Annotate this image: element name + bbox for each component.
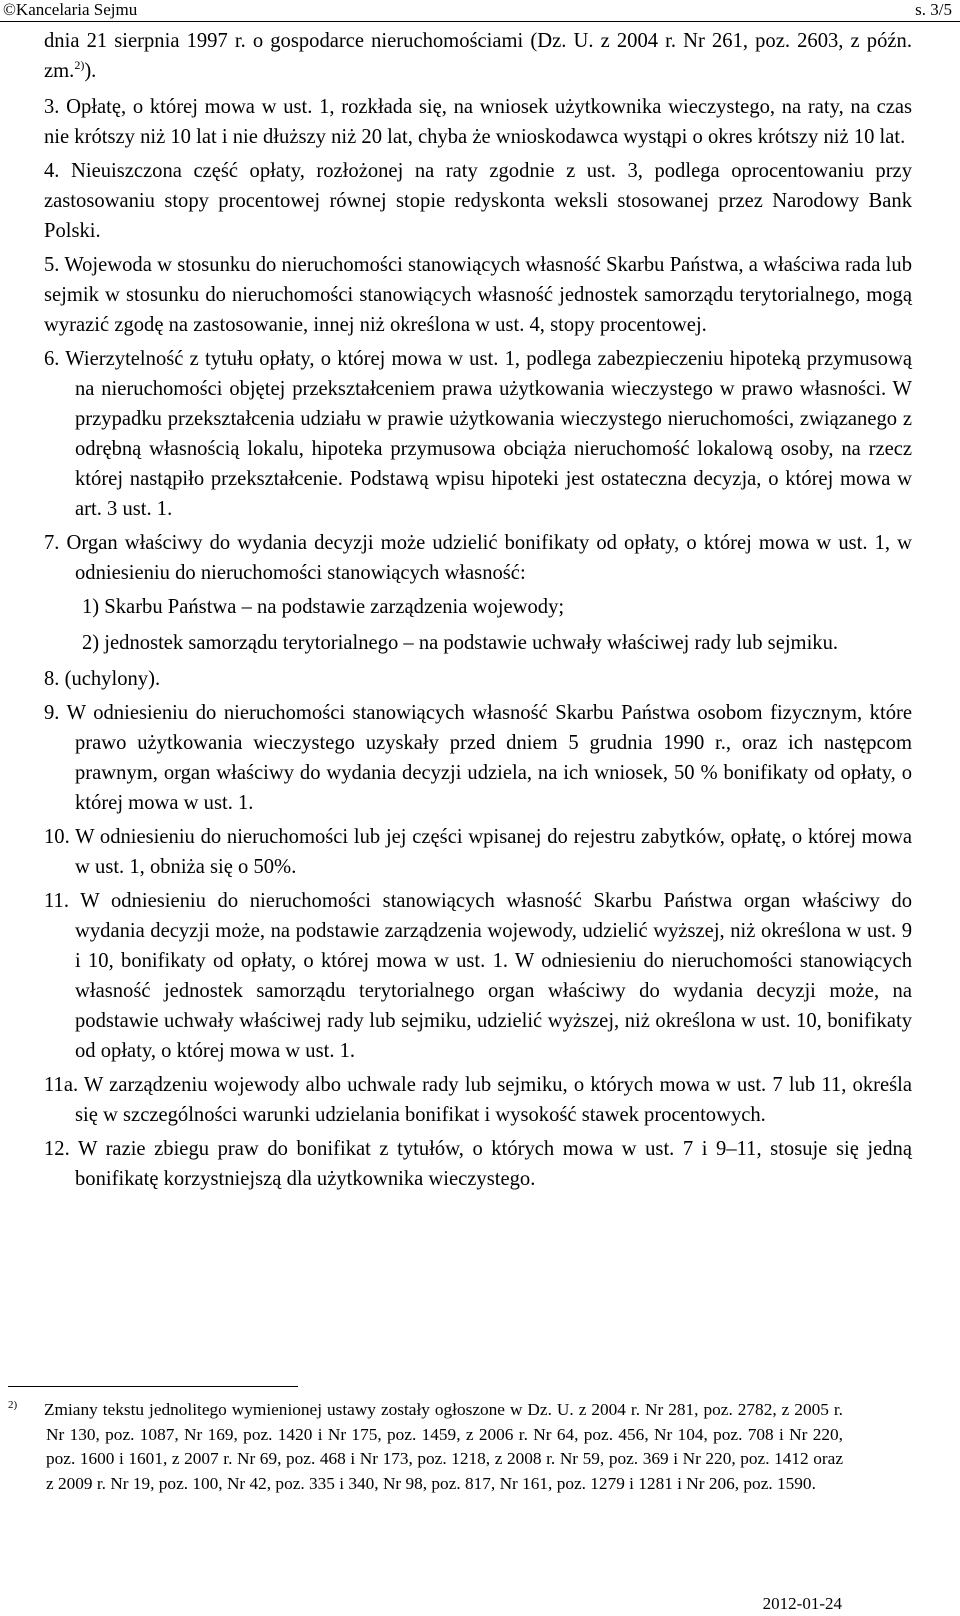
- paragraph-12: 12. W razie zbiegu praw do bonifikat z tytułów, o których mowa w ust. 7 i 9–11, stosuje się jedną bonifikatę korzystniejszą dla użytkownika wieczystego.: [44, 1138, 912, 1190]
- document-date: 2012-01-24: [762, 1594, 842, 1613]
- publisher-label: ©Kancelaria Sejmu: [3, 0, 138, 19]
- footnote-mark-wrap: [8, 1398, 44, 1423]
- paragraph-11: 11. W odniesieniu do nieruchomości stanowiących własność Skarbu Państwa organ właściwy do wydania decyzji może, na podstawie zarządzenia wojewody, udzielić wyższej, niż określona w ust. 9 i 10, bonifikaty od opłaty, o której mowa w ust. 1. W odniesieniu do nieruchomości stanowiących własność jednostek samorządu terytorialnego organ właściwy do wydania decyzji może, na podstawie uchwały właściwej rady lub sejmiku, udzielić wyższej, niż określona w ust. 10, bonifikaty od opłaty, o której mowa w ust. 1.: [44, 890, 912, 1062]
- paragraph-3: 3. Opłatę, o której mowa w ust. 1, rozkłada się, na wniosek użytkownika wieczystego, na raty, na czas nie krótszy niż 10 lat i nie dłuższy niż 20 lat, chyba że wnioskodawca wystąpi o okres krótszy niż 10 lat.: [44, 96, 912, 148]
- paragraph-5: 5. Wojewoda w stosunku do nieruchomości stanowiących własność Skarbu Państwa, a właściwa rada lub sejmik w stosunku do nieruchomości stanowiących własność jednostek samorządu terytorialnego, mogą wyrazić zgodę na zastosowanie, innej niż określona w ust. 4, stopy procentowej.: [44, 254, 912, 336]
- paragraph-6: 6. Wierzytelność z tytułu opłaty, o której mowa w ust. 1, podlega zabezpieczeniu hipoteką przymusową na nieruchomości objętej przekształceniem prawa użytkowania wieczystego w prawo własności. W przypadku przekształcenia udziału w prawie użytkowania wieczystego nieruchomości, związanego z odrębną własnością lokalu, hipoteka przymusowa obciąża nieruchomość lokalową osoby, na rzecz której nastąpiło przekształcenie. Podstawą wpisu hipoteki jest ostateczna decyzja, o której mowa w art. 3 ust. 1.: [44, 348, 912, 520]
- footnote: [8, 1398, 843, 1496]
- page-number: s. 3/5: [915, 0, 952, 19]
- paragraph-10: 10. W odniesieniu do nieruchomości lub jej części wpisanej do rejestru zabytków, opłatę, o której mowa w ust. 1, obniża się o 50%.: [44, 826, 912, 878]
- footnote-reference[interactable]: 2): [74, 58, 85, 72]
- paragraph-4: 4. Nieuiszczona część opłaty, rozłożonej na raty zgodnie z ust. 3, podlega oprocentowaniu przy zastosowaniu stopy procentowej równej stopie redyskonta weksli stosowanej przez Narodowy Bank Polski.: [44, 160, 912, 242]
- footnote-divider: [8, 1386, 298, 1387]
- intro-text: dnia 21 sierpnia 1997 r. o gospodarce nieruchomościami (Dz. U. z 2004 r. Nr 261, poz. 2603, z późn. zm.: [44, 30, 912, 82]
- paragraph-7-item-2: 2) jednostek samorządu terytorialnego – na podstawie uchwały właściwej rady lub sejmiku.: [82, 632, 839, 654]
- paragraph-7-item-1: 1) Skarbu Państwa – na podstawie zarządzenia wojewody;: [82, 596, 565, 618]
- document-body: [44, 26, 912, 1198]
- footnote-text: Zmiany tekstu jednolitego wymienionej ustawy zostały ogłoszone w Dz. U. z 2004 r. Nr 281, poz. 2782, z 2005 r. Nr 130, poz. 1087, Nr 169, poz. 1420 i Nr 175, poz. 1459, z 2006 r. Nr 64, poz. 456, Nr 104, poz. 708 i Nr 220, poz. 1600 i 1601, z 2007 r. Nr 69, poz. 468 i Nr 173, poz. 1218, z 2008 r. Nr 59, poz. 369 i Nr 220, poz. 1412 oraz z 2009 r. Nr 19, poz. 100, Nr 42, poz. 335 i 340, Nr 98, poz. 817, Nr 161, poz. 1279 i 1281 i Nr 206, poz. 1590.: [44, 1400, 843, 1493]
- footnote-mark: 2): [8, 1399, 18, 1411]
- paragraph-11a: 11a. W zarządzeniu wojewody albo uchwale rady lub sejmiku, o których mowa w ust. 7 lub 11, określa się w szczególności warunki udzielania bonifikat i wysokość stawek procentowych.: [44, 1074, 912, 1126]
- paragraph-7: 7. Organ właściwy do wydania decyzji może udzielić bonifikaty od opłaty, o której mowa w ust. 1, w odniesieniu do nieruchomości stanowiących własność:: [44, 532, 912, 584]
- header-divider: [0, 21, 960, 22]
- paragraph-9: 9. W odniesieniu do nieruchomości stanowiących własność Skarbu Państwa osobom fizycznym, które prawo użytkowania wieczystego uzyskały przed dniem 5 grudnia 1990 r., oraz ich następcom prawnym, organ właściwy do wydania decyzji udziela, na ich wniosek, 50 % bonifikaty od opłaty, o której mowa w ust. 1.: [44, 702, 912, 814]
- intro-end: ).: [84, 60, 97, 82]
- intro-paragraph: [44, 26, 912, 86]
- paragraph-8: 8. (uchylony).: [44, 668, 161, 690]
